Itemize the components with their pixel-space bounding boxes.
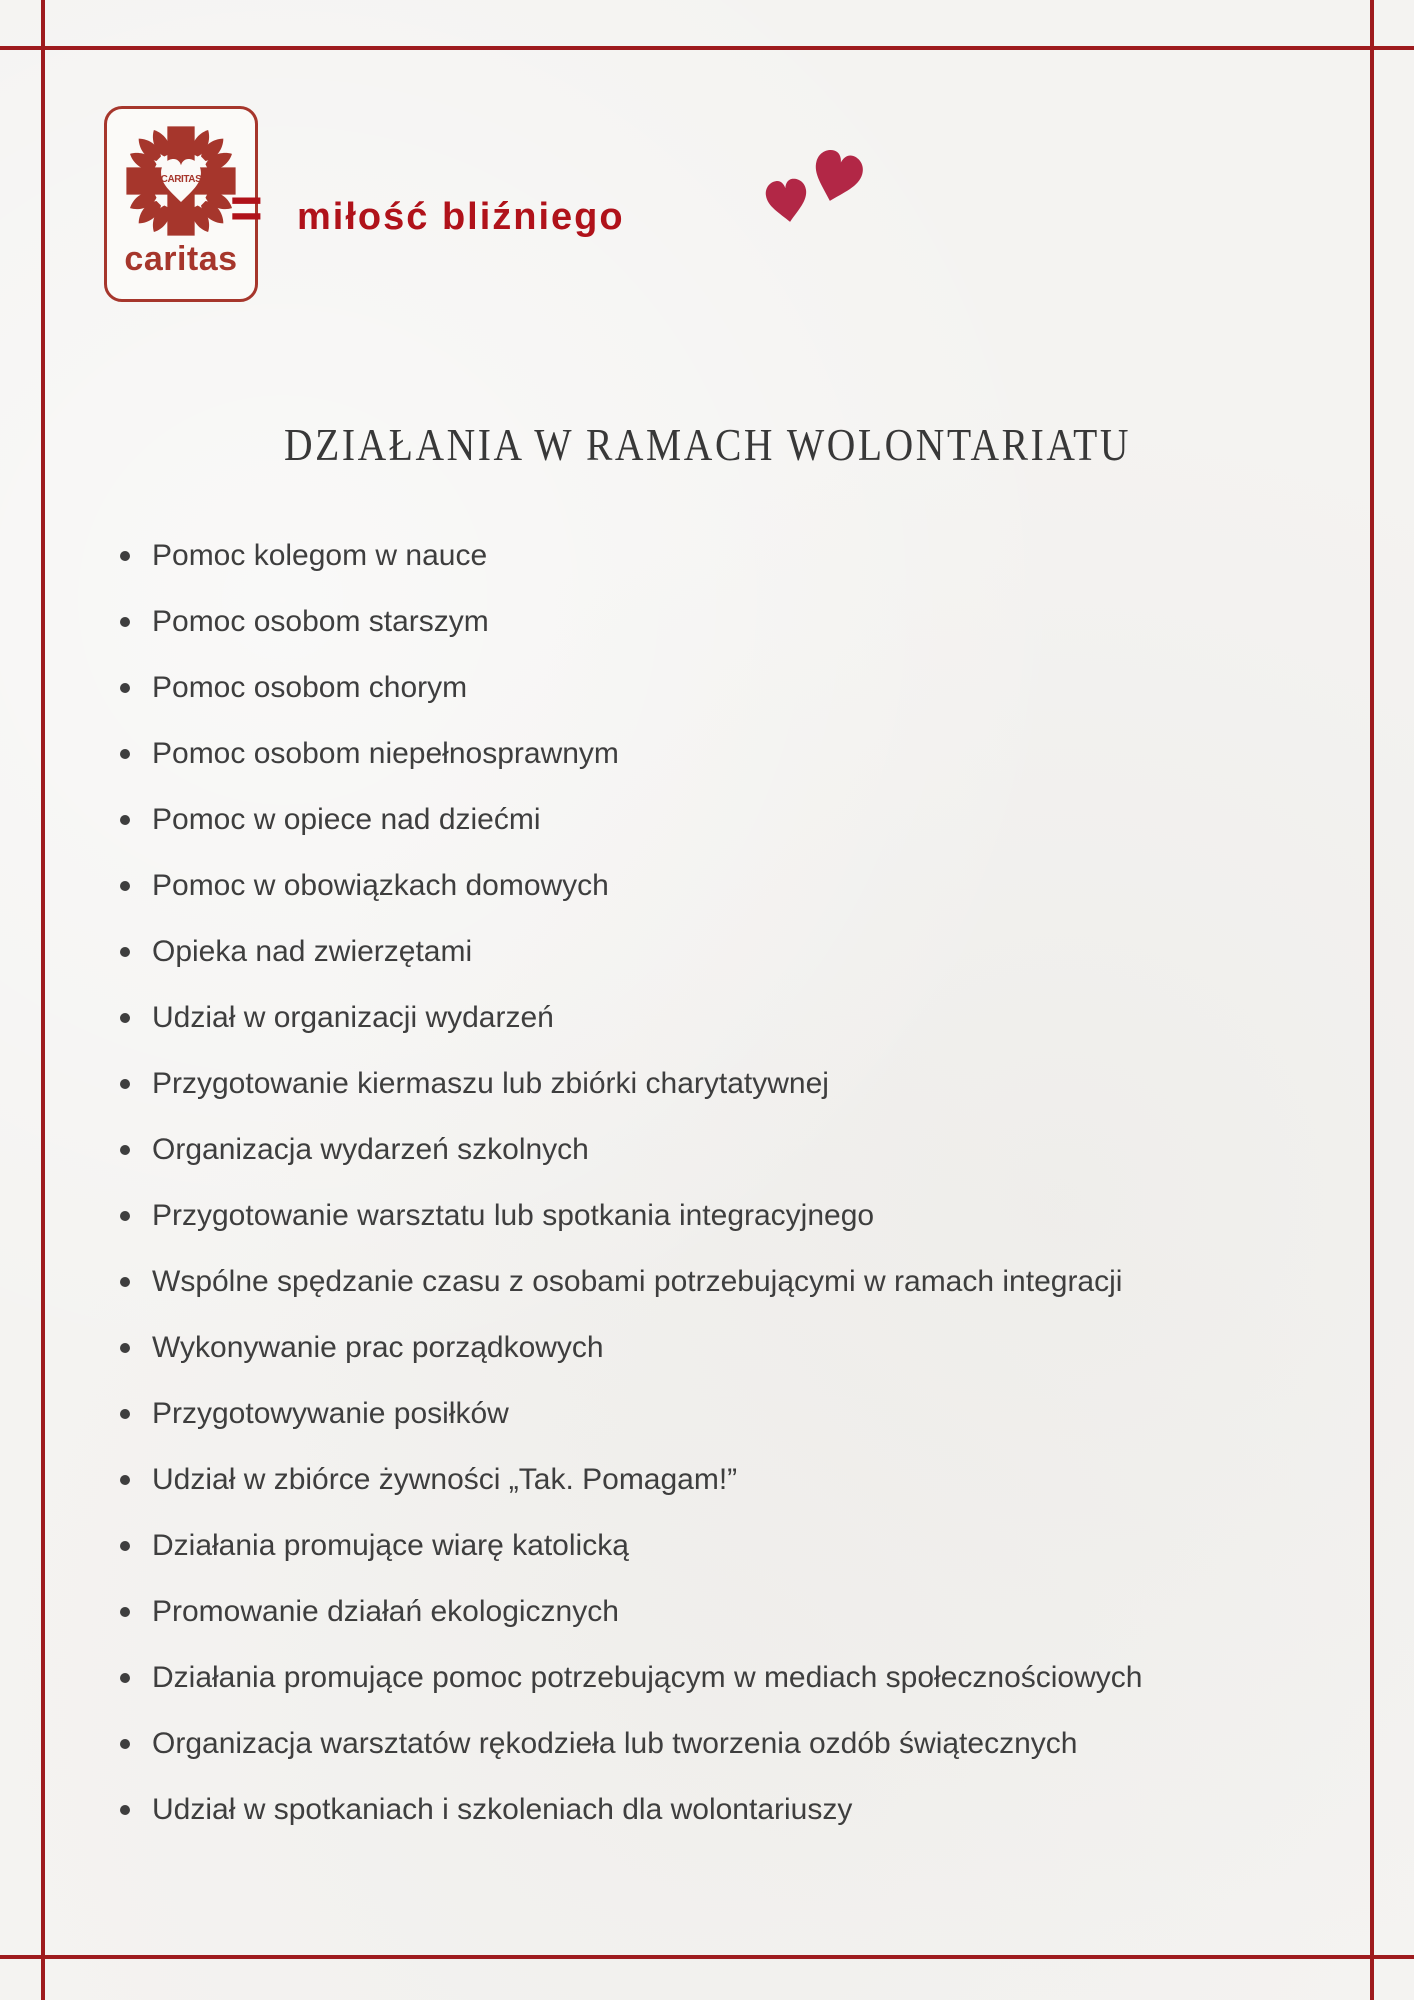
- page-title-text: DZIAŁANIA W RAMACH WOLONTARIATU: [283, 419, 1131, 470]
- list-item: Pomoc osobom starszym: [118, 602, 1364, 642]
- list-item: Pomoc kolegom w nauce: [118, 536, 1364, 576]
- frame-line-left: [41, 0, 45, 2000]
- list-item: Działania promujące pomoc potrzebującym w mediach społecznościowych: [118, 1658, 1364, 1698]
- list-item: Przygotowanie kiermaszu lub zbiórki charytatywnej: [118, 1064, 1364, 1104]
- list-item: Opieka nad zwierzętami: [118, 932, 1364, 972]
- list-item: Wykonywanie prac porządkowych: [118, 1328, 1364, 1368]
- emblem-caritas-text: CARITAS: [160, 174, 202, 186]
- list-item: Udział w spotkaniach i szkoleniach dla wolontariuszy: [118, 1790, 1364, 1830]
- list-item: Organizacja warsztatów rękodzieła lub tworzenia ozdób świątecznych: [118, 1724, 1364, 1764]
- frame-line-top: [0, 46, 1414, 50]
- list-item: Udział w zbiórce żywności „Tak. Pomagam!”: [118, 1460, 1364, 1500]
- list-item: Pomoc osobom niepełnosprawnym: [118, 734, 1364, 774]
- frame-line-bottom: [0, 1955, 1414, 1959]
- activities-list: [118, 536, 1364, 1856]
- equals-sign: =: [230, 174, 263, 241]
- list-item: Pomoc osobom chorym: [118, 668, 1364, 708]
- list-item: Promowanie działań ekologicznych: [118, 1592, 1364, 1632]
- caritas-wordmark: caritas: [124, 240, 238, 278]
- caritas-emblem-icon: [118, 118, 244, 244]
- list-item: Przygotowanie warsztatu lub spotkania integracyjnego: [118, 1196, 1364, 1236]
- list-item: Wspólne spędzanie czasu z osobami potrzebującymi w ramach integracji: [118, 1262, 1364, 1302]
- hearts-icon: [748, 136, 880, 234]
- list-item: Przygotowywanie posiłków: [118, 1394, 1364, 1434]
- tagline-text: miłość bliźniego: [297, 196, 625, 238]
- frame-line-right: [1370, 0, 1374, 2000]
- list-item: Działania promujące wiarę katolicką: [118, 1526, 1364, 1566]
- list-item: Pomoc w opiece nad dziećmi: [118, 800, 1364, 840]
- list-item: Pomoc w obowiązkach domowych: [118, 866, 1364, 906]
- list-item: Organizacja wydarzeń szkolnych: [118, 1130, 1364, 1170]
- page-title: [0, 418, 1414, 471]
- list-item: Udział w organizacji wydarzeń: [118, 998, 1364, 1038]
